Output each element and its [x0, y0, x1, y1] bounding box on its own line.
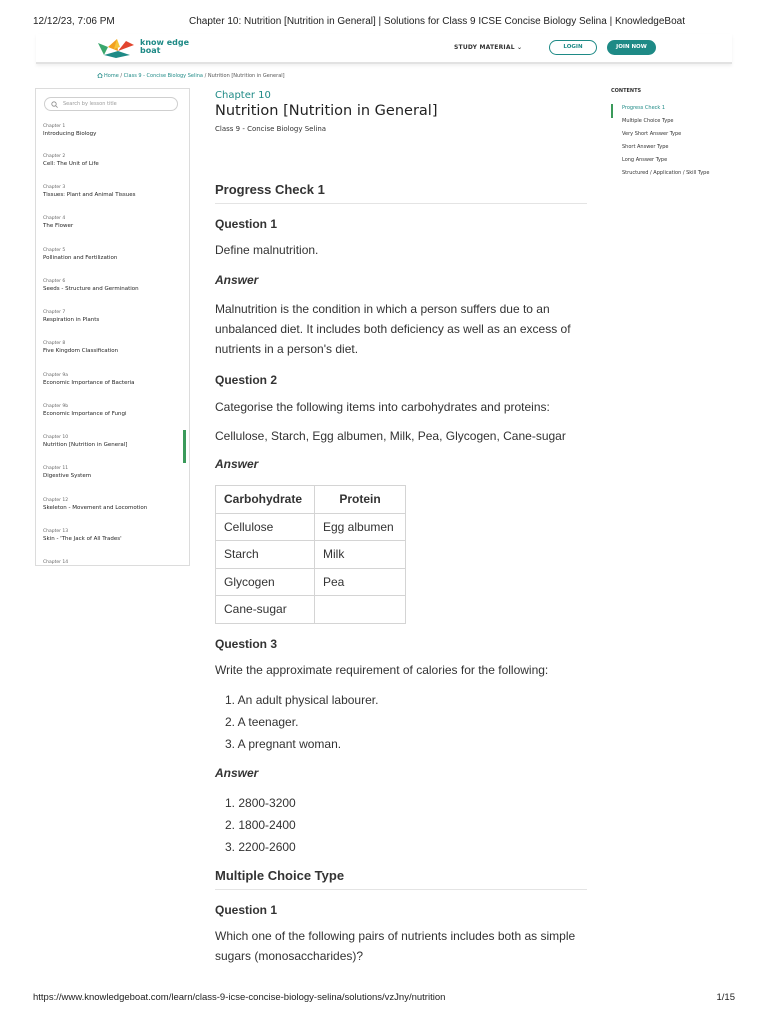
chapter-title: The Flower	[43, 223, 74, 229]
print-page-count: 1/15	[716, 992, 735, 1003]
chapter-title: Skin - 'The Jack of All Trades'	[43, 536, 122, 542]
toc-item-short-answer[interactable]: Short Answer Type	[622, 144, 669, 150]
study-material-menu[interactable]	[454, 44, 522, 51]
question-heading: Question 1	[215, 217, 278, 231]
chapter-title: Tissues: Plant and Animal Tissues	[43, 192, 136, 198]
sidebar-chapter-5[interactable]	[43, 248, 183, 262]
sidebar-chapter-14[interactable]	[43, 560, 183, 566]
table-row	[216, 568, 406, 596]
question-heading: Question 2	[215, 373, 278, 387]
chapter-title: Respiration in Plants	[43, 317, 100, 323]
toc-active-indicator	[611, 104, 613, 118]
sidebar-chapter-8[interactable]	[43, 341, 183, 355]
print-header	[33, 16, 735, 30]
toc-item-very-short-answer[interactable]: Very Short Answer Type	[622, 131, 682, 137]
sidebar-chapter-2[interactable]	[43, 154, 183, 168]
chapter-number: Chapter 14	[43, 560, 69, 565]
contents-heading: CONTENTS	[611, 88, 642, 94]
column-header: Protein	[315, 486, 406, 514]
breadcrumb-home[interactable]: Home	[104, 73, 119, 79]
knowledgeboat-logo[interactable]	[96, 37, 196, 59]
print-datetime: 12/12/23, 7:06 PM	[33, 16, 115, 27]
chapter-number: Chapter 1	[43, 124, 66, 129]
chapter-title: Pollination and Fertilization	[43, 255, 118, 261]
breadcrumb-separator: /	[203, 73, 208, 79]
logo-line-2: boat	[140, 46, 161, 55]
chapter-title: Cell: The Unit of Life	[43, 161, 99, 167]
sidebar-chapter-9a[interactable]	[43, 373, 183, 387]
list-item: 2. 1800-2400	[225, 818, 296, 832]
chapter-title: Digestive System	[43, 473, 92, 479]
question-text: Write the approximate requirement of calories for the following:	[215, 663, 549, 677]
chapter-number: Chapter 13	[43, 529, 69, 534]
sidebar-chapter-6[interactable]	[43, 279, 183, 293]
toc-list	[622, 105, 726, 183]
book-subtitle: Class 9 - Concise Biology Selina	[215, 125, 327, 133]
list-item: 1. An adult physical labourer.	[225, 693, 379, 707]
breadcrumb-separator: /	[118, 73, 124, 79]
top-navbar	[36, 34, 732, 64]
breadcrumb-current: Nutrition [Nutrition in General]	[207, 73, 285, 79]
home-icon	[97, 73, 103, 78]
logo-line-1: know edge	[140, 38, 189, 47]
chapter-number: Chapter 9b	[43, 404, 69, 409]
chapter-title: Nutrition [Nutrition in General]	[43, 442, 128, 448]
section-multiple-choice: Multiple Choice Type	[215, 868, 587, 890]
table-cell: Milk	[315, 541, 406, 569]
login-button[interactable]: LOGIN	[549, 40, 597, 55]
page-title: Nutrition [Nutrition in General]	[215, 103, 438, 119]
table-header-row	[216, 486, 406, 514]
question-heading: Question 3	[215, 637, 278, 651]
sidebar-chapter-4[interactable]	[43, 216, 183, 230]
answer-label: Answer	[215, 457, 259, 471]
chapter-number: Chapter 4	[43, 216, 66, 221]
list-item: 1. 2800-3200	[225, 796, 296, 810]
chapter-number: Chapter 6	[43, 279, 66, 284]
carb-protein-table	[215, 485, 406, 624]
column-header: Carbohydrate	[216, 486, 315, 514]
chapter-title: Seeds - Structure and Germination	[43, 286, 139, 292]
table-cell: Pea	[315, 568, 406, 596]
join-now-button[interactable]: JOIN NOW	[607, 40, 656, 55]
chapter-number: Chapter 2	[43, 154, 66, 159]
chapter-sidebar[interactable]	[35, 88, 190, 566]
sidebar-chapter-1[interactable]	[43, 124, 183, 138]
chapter-title: Economic Importance of Bacteria	[43, 380, 135, 386]
print-footer	[33, 992, 735, 1006]
chapter-number: Chapter 9a	[43, 373, 69, 378]
table-row	[216, 513, 406, 541]
chapter-title: Five Kingdom Classification	[43, 348, 119, 354]
sidebar-chapter-3[interactable]	[43, 185, 183, 199]
table-cell: Starch	[216, 541, 315, 569]
boat-logo-icon	[96, 37, 138, 59]
toc-item-multiple-choice[interactable]: Multiple Choice Type	[622, 118, 674, 124]
answer-text: Malnutrition is the condition in which a person suffers due to an unbalanced diet. It includes both deficiency as well as an excess of nutrients in a person's diet.	[215, 302, 571, 356]
table-cell: Cane-sugar	[216, 596, 315, 624]
study-material-label: STUDY MATERIAL	[454, 44, 515, 51]
table-cell: Egg albumen	[315, 513, 406, 541]
question-heading: Question 1	[215, 903, 278, 917]
chevron-down-icon: ⌄	[517, 44, 523, 51]
chapter-number: Chapter 12	[43, 498, 69, 503]
sidebar-chapter-9b[interactable]	[43, 404, 183, 418]
breadcrumb-course[interactable]: Class 9 - Concise Biology Selina	[123, 73, 203, 79]
question-list	[225, 692, 378, 758]
search-icon	[51, 101, 58, 108]
logo-wordmark	[140, 39, 189, 55]
question-items: Cellulose, Starch, Egg albumen, Milk, Pea, Glycogen, Cane-sugar	[215, 429, 566, 443]
breadcrumb	[97, 73, 285, 79]
toc-item-progress-check[interactable]: Progress Check 1	[622, 105, 666, 111]
table-cell: Glycogen	[216, 568, 315, 596]
question-text: Which one of the following pairs of nutrients includes both as simple sugars (monosaccharides)?	[215, 929, 576, 963]
sidebar-chapter-11[interactable]	[43, 466, 183, 480]
list-item: 3. A pregnant woman.	[225, 737, 342, 751]
chapter-label: Chapter 10	[215, 90, 271, 101]
table-row	[216, 596, 406, 624]
table-cell: Cellulose	[216, 513, 315, 541]
chapter-title: Economic Importance of Fungi	[43, 411, 127, 417]
toc-item-structured[interactable]: Structured / Application / Skill Type	[622, 170, 710, 176]
chapter-number: Chapter 8	[43, 341, 66, 346]
question-text: Define malnutrition.	[215, 243, 319, 257]
question-text: Categorise the following items into carbohydrates and proteins:	[215, 400, 550, 414]
answer-label: Answer	[215, 273, 259, 287]
print-page-title: Chapter 10: Nutrition [Nutrition in General] | Solutions for Class 9 ICSE Concise Biology Selina | KnowledgeBoat	[189, 16, 686, 27]
active-chapter-indicator	[183, 430, 186, 463]
lesson-search[interactable]	[44, 97, 178, 111]
chapter-number: Chapter 3	[43, 185, 66, 190]
table-cell	[315, 596, 406, 624]
chapter-number: Chapter 10	[43, 435, 69, 440]
toc-item-long-answer[interactable]: Long Answer Type	[622, 157, 668, 163]
search-input[interactable]	[63, 99, 173, 109]
sidebar-chapter-10[interactable]	[43, 435, 183, 449]
answer-label: Answer	[215, 766, 259, 780]
list-item: 3. 2200-2600	[225, 840, 296, 854]
chapter-title: Introducing Biology	[43, 131, 97, 137]
chapter-number: Chapter 11	[43, 466, 69, 471]
print-url: https://www.knowledgeboat.com/learn/class-9-icse-concise-biology-selina/solutions/vzJny/nutrition	[33, 992, 446, 1003]
chapter-title: Skeleton - Movement and Locomotion	[43, 505, 148, 511]
sidebar-chapter-12[interactable]	[43, 498, 183, 512]
contents-panel	[611, 88, 731, 176]
list-item: 2. A teenager.	[225, 715, 299, 729]
chapter-number: Chapter 7	[43, 310, 66, 315]
sidebar-chapter-7[interactable]	[43, 310, 183, 324]
answer-list	[225, 795, 296, 861]
table-row	[216, 541, 406, 569]
section-progress-check-1: Progress Check 1	[215, 182, 587, 204]
chapter-number: Chapter 5	[43, 248, 66, 253]
sidebar-chapter-13[interactable]	[43, 529, 183, 543]
